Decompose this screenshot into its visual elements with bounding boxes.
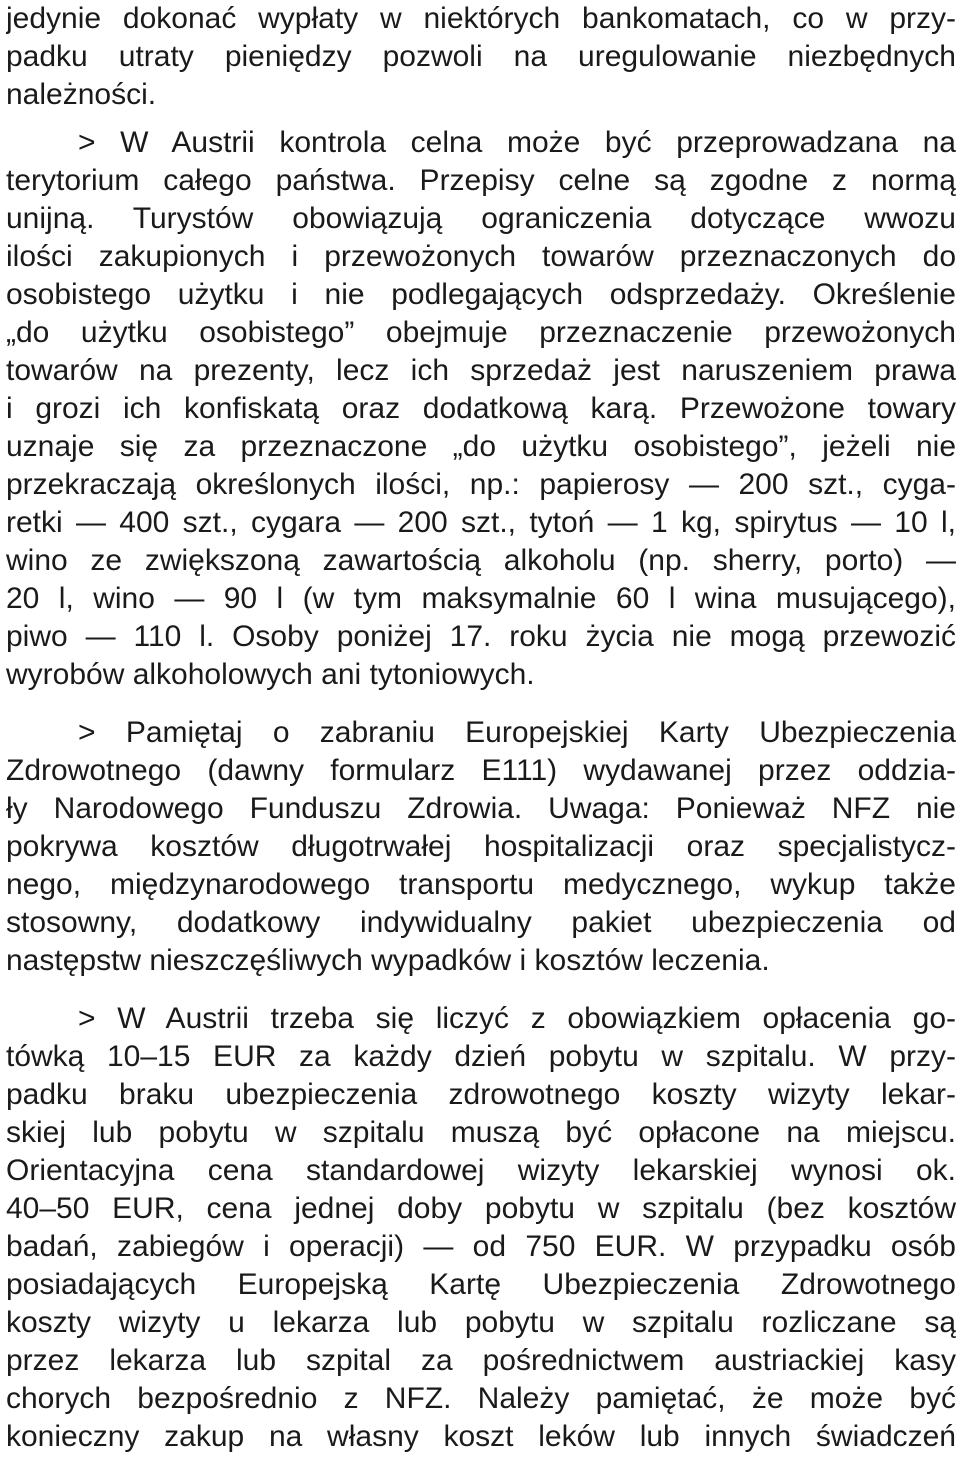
text-line: padku braku ubezpieczenia zdrowotnego koszty wizyty lekar- — [6, 1078, 956, 1111]
text-line: wino ze zwiększoną zawartością alkoholu (np. sherry, porto) — — [6, 544, 956, 577]
text-line: przez lekarza lub szpital za pośrednictwem austriackiej kasy — [6, 1344, 956, 1377]
text-line: 20 l, wino — 90 l (w tym maksymalnie 60 l wina musującego), — [6, 582, 956, 615]
paragraph-start-line: > Pamiętaj o zabraniu Europejskiej Karty Ubezpieczenia — [78, 716, 956, 749]
text-line: osobistego użytku i nie podlegających odsprzedaży. Określenie — [6, 278, 956, 311]
text-line: skiej lub pobytu w szpitalu muszą być opłacone na miejscu. — [6, 1116, 956, 1149]
text-line: Orientacyjna cena standardowej wizyty lekarskiej wynosi ok. — [6, 1154, 956, 1187]
text-line: stosowny, dodatkowy indywidualny pakiet ubezpieczenia od — [6, 906, 956, 939]
text-line: retki — 400 szt., cygara — 200 szt., tytoń — 1 kg, spirytus — 10 l, — [6, 506, 956, 539]
text-line: posiadających Europejską Kartę Ubezpieczenia Zdrowotnego — [6, 1268, 956, 1301]
text-line: ilości zakupionych i przewożonych towarów przeznaczonych do — [6, 240, 956, 273]
text-line: jedynie dokonać wypłaty w niektórych bankomatach, co w przy- — [6, 2, 956, 35]
text-line: padku utraty pieniędzy pozwoli na uregulowanie niezbędnych — [6, 40, 956, 73]
text-line: „do użytku osobistego” obejmuje przeznaczenie przewożonych — [6, 316, 956, 349]
text-line: koszty wizyty u lekarza lub pobytu w szpitalu rozliczane są — [6, 1306, 956, 1339]
text-line: ły Narodowego Funduszu Zdrowia. Uwaga: Ponieważ NFZ nie — [6, 792, 956, 825]
text-line: uznaje się za przeznaczone „do użytku osobistego”, jeżeli nie — [6, 430, 956, 463]
text-line: i grozi ich konfiskatą oraz dodatkową karą. Przewożone towary — [6, 392, 956, 425]
text-line: nego, międzynarodowego transportu medycznego, wykup także — [6, 868, 956, 901]
text-line: pokrywa kosztów długotrwałej hospitalizacji oraz specjalistycz- — [6, 830, 956, 863]
text-line: wyrobów alkoholowych ani tytoniowych. — [6, 658, 535, 691]
text-line: terytorium całego państwa. Przepisy celne są zgodne z normą — [6, 164, 956, 197]
text-line: Zdrowotnego (dawny formularz E111) wydawanej przez oddzia- — [6, 754, 956, 787]
text-line: następstw nieszczęśliwych wypadków i kosztów leczenia. — [6, 944, 770, 977]
text-line: należności. — [6, 78, 157, 111]
text-line: towarów na prezenty, lecz ich sprzedaż jest naruszeniem prawa — [6, 354, 956, 387]
text-line: konieczny zakup na własny koszt leków lub innych świadczeń — [6, 1420, 956, 1453]
text-line: piwo — 110 l. Osoby poniżej 17. roku życia nie mogą przewozić — [6, 620, 956, 653]
text-line: 40–50 EUR, cena jednej doby pobytu w szpitalu (bez kosztów — [6, 1192, 956, 1225]
text-line: przekraczają określonych ilości, np.: papierosy — 200 szt., cyga- — [6, 468, 956, 501]
text-line: badań, zabiegów i operacji) — od 750 EUR. W przypadku osób — [6, 1230, 956, 1263]
text-line: chorych bezpośrednio z NFZ. Należy pamiętać, że może być — [6, 1382, 956, 1415]
paragraph-start-line: > W Austrii trzeba się liczyć z obowiązkiem opłacenia go- — [78, 1002, 956, 1035]
text-line: tówką 10–15 EUR za każdy dzień pobytu w szpitalu. W przy- — [6, 1040, 956, 1073]
document-page — [6, 0, 956, 1464]
paragraph-start-line: > W Austrii kontrola celna może być przeprowadzana na — [78, 126, 956, 159]
text-line: unijną. Turystów obowiązują ograniczenia dotyczące wwozu — [6, 202, 956, 235]
